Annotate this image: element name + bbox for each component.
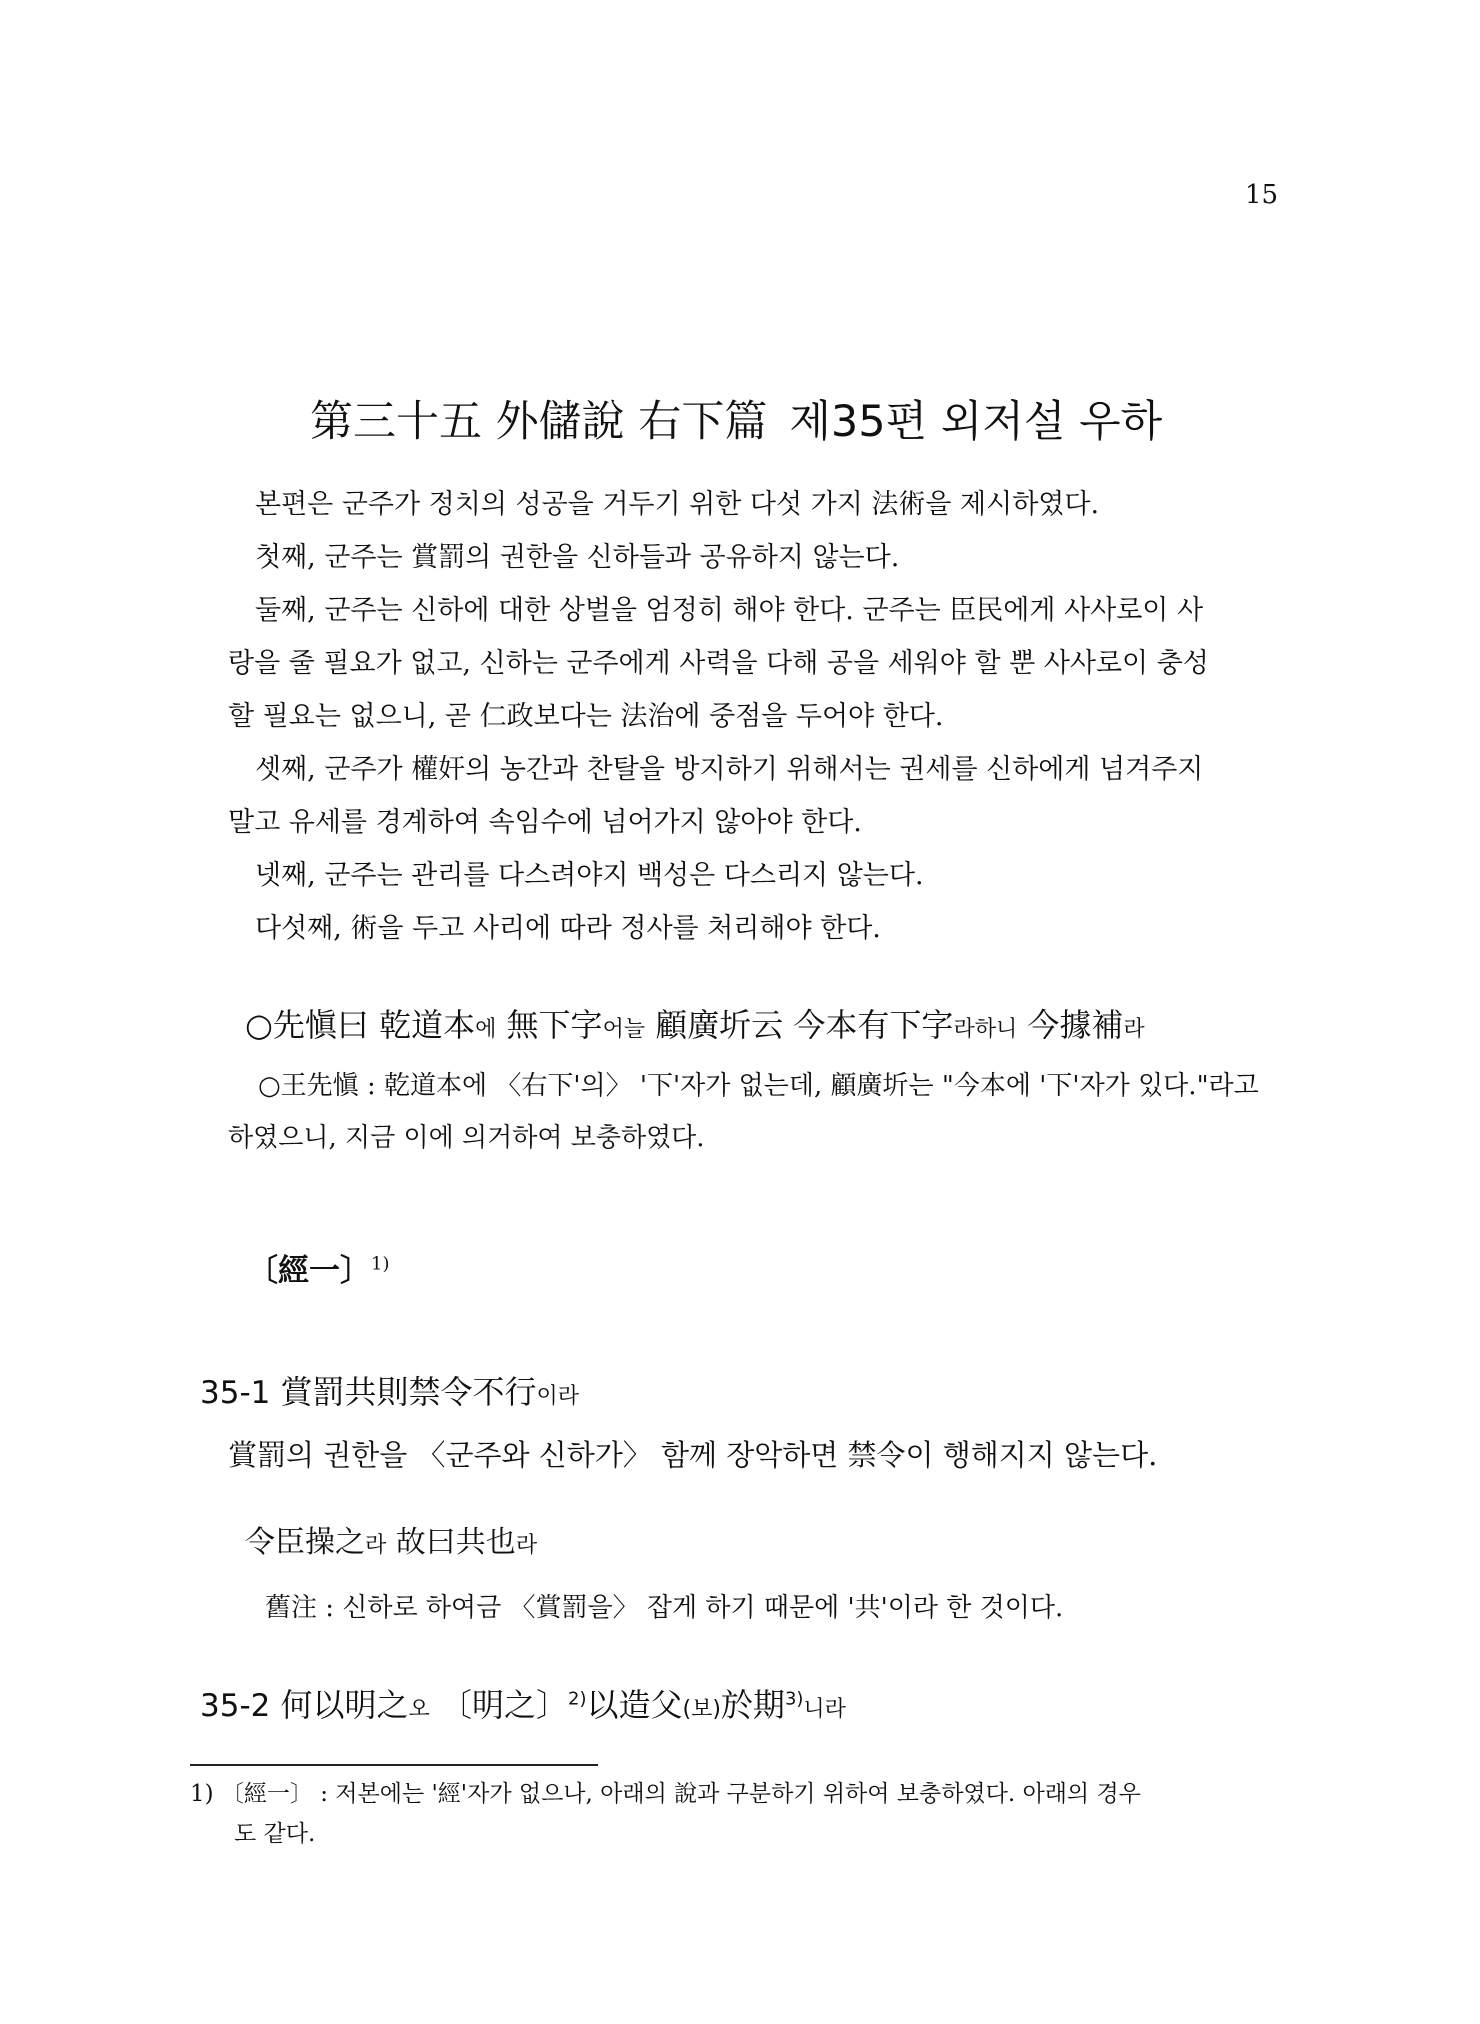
footnote-divider (190, 1764, 598, 1766)
item-35-1-original: 35-1 賞罰共則禁令不行이라 (200, 1373, 580, 1411)
item-35-1-translation: 賞罰의 권한을 〈군주와 신하가〉 함께 장악하면 禁令이 행해지지 않는다. (228, 1438, 1158, 1472)
intro-paragraph-cont: 말고 유세를 경계하여 속임수에 넘어가지 않아야 한다. (228, 807, 862, 838)
intro-paragraph: 본편은 군주가 정치의 성공을 거두기 위한 다섯 가지 法術을 제시하였다. (255, 489, 1100, 520)
intro-paragraph-cont: 할 필요는 없으니, 곧 仁政보다는 法治에 중점을 두어야 한다. (228, 701, 944, 732)
chapter-title-hanja: 第三十五 外儲說 右下篇 (310, 397, 768, 447)
intro-paragraph: 다섯째, 術을 두고 사리에 따라 정사를 처리해야 한다. (255, 913, 881, 944)
section-label: 〔經一〕$^{1)}$ (247, 1253, 390, 1289)
chapter-title-korean: 제35편 외저설 우하 (789, 397, 1163, 447)
item-35-2-original: 35-2 何以明之오 〔明之〕$^{2)}$以造父(보)於期$^{3)}$니라 (200, 1686, 846, 1724)
footnote-ref: 2) (568, 1688, 587, 1710)
footnote-ref: 3) (784, 1688, 804, 1710)
intro-paragraph: 첫째, 군주는 賞罰의 권한을 신하들과 공유하지 않는다. (255, 542, 900, 573)
item-35-1-note-original: 令臣操之라 故曰共也라 (245, 1525, 538, 1560)
footnote-ref: 1) (371, 1253, 390, 1275)
intro-paragraph: 넷째, 군주는 관리를 다스려야지 백성은 다스리지 않는다. (255, 860, 924, 891)
intro-paragraph: 셋째, 군주가 權奸의 농간과 찬탈을 방지하기 위해서는 권세를 신하에게 넘겨주지 (255, 754, 1204, 785)
commentary-translation: ○王先愼 : 乾道本에 〈右下'의〉 '下'자가 없는데, 顧廣圻는 "今本에 '下'자가 있다."라고 하였으니, 지금 이에 의거하여 보충하였다. (228, 1071, 1259, 1153)
item-35-1-note-translation: 舊注 : 신하로 하여금 〈賞罰을〉 잡게 하기 때문에 '共'이라 한 것이다. (265, 1593, 1064, 1623)
commentary-original: ○先愼曰 乾道本에 無下字어늘 顧廣圻云 今本有下字라하니 今據補라 (245, 1006, 1145, 1044)
page-number: 15 (1245, 180, 1279, 210)
intro-paragraph-cont: 랑을 줄 필요가 없고, 신하는 군주에게 사력을 다해 공을 세워야 할 뿐 사사로이 충성 (228, 648, 1209, 679)
chapter-title (310, 388, 1162, 449)
chapter-intro (228, 478, 1248, 955)
footnote: 1) 〔經一〕 : 저본에는 '經'자가 없으나, 아래의 說과 구분하기 위하여 보충하였다. 아래의 경우 도 같다. (190, 1781, 1141, 1847)
intro-paragraph: 둘째, 군주는 신하에 대한 상벌을 엄정히 해야 한다. 군주는 臣民에게 사사로이 사 (255, 595, 1204, 626)
